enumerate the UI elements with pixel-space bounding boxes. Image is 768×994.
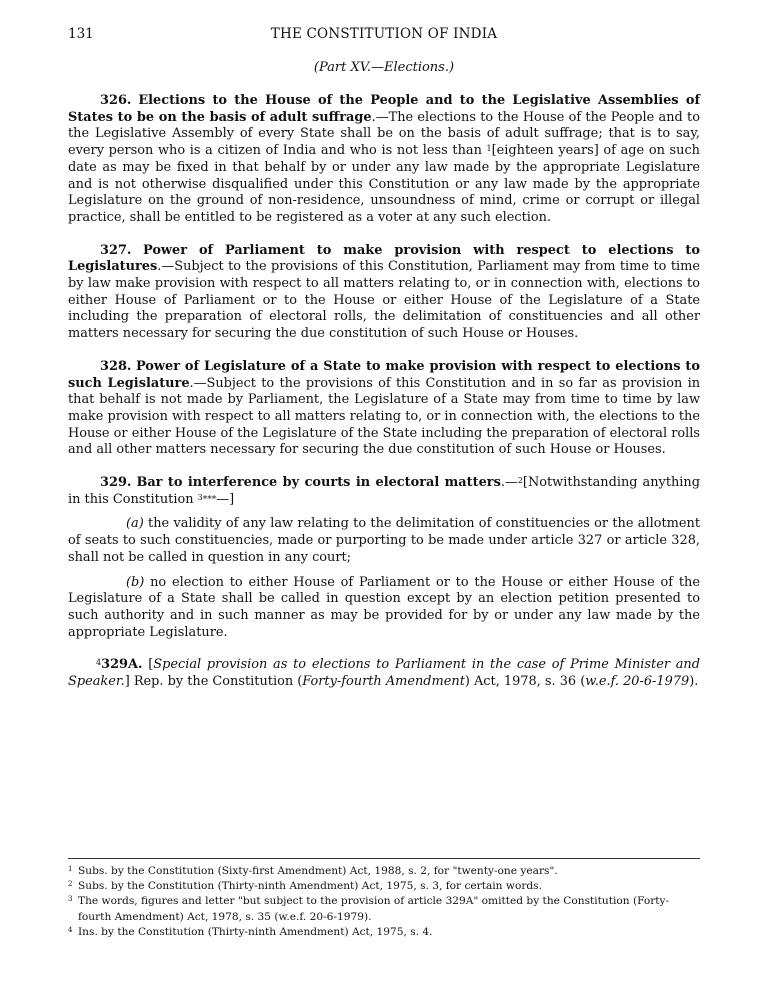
article-329a [68,657,700,690]
footnote-2-text: Subs. by the Constitution (Thirty-ninth Amendment) Act, 1975, s. 3, for certain words. [78,880,542,893]
footnote-3-text: The words, figures and letter "but subject to the provision of article 329A" omitted by the Constitution (Forty-fourth Amendment) Act, 1978, s. 35 (w.e.f. 20-6-1979). [78,895,670,923]
article-328-text: .—Subject to the provisions of this Constitution and in so far as provision in that behalf is not made by Parliament, the Legislature of a State may from time to time by law make provision with respect to all matters relating to, or in connection with, the elections to the House or either House of the Legislature of the State including the preparation of electoral rolls and all other matters necessary for securing the due constitution of such House or Houses. [68,375,700,458]
clause-a-label: (a) [126,516,144,532]
body-text [68,93,700,707]
footnote-4-text: Ins. by the Constitution (Thirty-ninth Amendment) Act, 1975, s. 4. [78,925,433,938]
article-329a-wef: w.e.f. [585,674,619,690]
omission-mark: *** [202,494,217,505]
article-327-title: Power of Parliament to make provision with respect to elections to Legislatures [68,242,700,275]
article-327-text: .—Subject to the provisions of this Constitution, Parliament may from time to time by law make provision with respect to all matters relating to, or in connection with, elections to either House of Parliament or to the House or either House of the Legislature of a State including the preparation of electoral rolls, the delimitation of constituencies and all other matters necessary for securing the due constitution of such House or Houses. [68,259,700,342]
article-329a-act-rest: ) Act, 1978, s. 36 ( [464,674,586,690]
footnote-3-mark-wrap [68,894,78,924]
clause-b [68,575,700,642]
article-329-title: Bar to interference by courts in electoral matters [136,475,501,491]
article-329 [68,475,700,508]
footnote-2-mark-wrap [68,879,78,894]
footnote-ref-2: 2 [517,476,523,486]
article-329-text-b: [Notwithstanding anything in this Constitution [68,475,700,507]
article-329-text-a: .— [500,475,518,491]
clause-b-label: (b) [126,574,145,590]
article-329a-date: 20-6-1979 [619,674,690,690]
article-328-number: 328. [100,358,132,374]
footnote-divider [68,858,700,859]
article-329a-act: Forty-fourth Amendment [302,674,465,690]
clause-b-text: no election to either House of Parliament or to the House or either House of the Legislature of a State shall be called in question except by an election petition presented to such authority and in such manner as may be provided for by or under any law made by the appropriate Legislature. [68,574,700,640]
article-326-text-b: [eighteen years] of age on such date as may be fixed in that behalf by or under any law made by the appropriate Legislature and is not otherwise disqualified under this Constitution or any law made by the appropriate Legislature on the ground of non-residence, unsoundness of mind, crime or corrupt or illegal practice, shall be entitled to be registered as a voter at any such election. [68,143,700,225]
footnote-1-mark-wrap [68,864,78,879]
article-329a-end: ). [689,674,699,690]
footnote-ref-3: 3 [197,492,203,502]
article-329-text-c: —] [216,491,235,507]
footnote-4-mark: 4 [68,925,73,934]
page-header [68,0,700,42]
footnote-3 [68,894,700,924]
clause-a-text: the validity of any law relating to the delimitation of constituencies or the allotment of seats to such constituencies, made or purporting to be made under article 327 or article 328, shall not be called in question in any court; [68,516,700,565]
footnote-4 [68,925,700,940]
footnote-ref-4: 4 [96,658,102,668]
article-326 [68,93,700,227]
footnotes [68,864,700,940]
article-326-title: Elections to the House of the People and to the Legislative Assemblies of States to be on the basis of adult suffrage [68,93,700,125]
document-page [68,0,700,690]
clause-a [68,516,700,566]
footnote-2 [68,879,700,894]
article-329-number: 329. [100,475,132,491]
footnote-1 [68,864,700,879]
article-329a-rep: ] Rep. by the Constitution ( [124,674,303,690]
running-title: THE CONSTITUTION OF INDIA [270,26,498,42]
article-326-number: 326. [100,93,132,108]
article-327 [68,243,700,343]
footnote-2-mark: 2 [68,880,73,889]
article-326-text-a: .—The elections to the House of the People and to the Legislative Assembly of every State shall be on the basis of adult suffrage; that is to say, every person who is a citizen of India and who is not less than [68,109,700,159]
page-number: 131 [68,26,94,42]
footnote-1-mark: 1 [68,865,73,873]
footnote-1-text: Subs. by the Constitution (Sixty-first Amendment) Act, 1988, s. 2, for "twenty-one years". [78,865,558,877]
article-327-number: 327. [100,242,132,258]
footnote-ref-1: 1 [486,144,492,154]
footnote-4-mark-wrap [68,925,78,940]
part-label: (Part XV.—Elections.) [313,60,455,75]
article-329a-bracket: [ [142,657,154,673]
footnote-3-mark: 3 [68,895,73,904]
article-329a-number: 329A. [101,657,143,673]
article-328 [68,359,700,459]
article-329a-title: Special provision as to elections to Parliament in the case of Prime Minister and Speaker. [68,657,700,690]
article-328-title: Power of Legislature of a State to make provision with respect to elections to such Legislature [68,358,700,391]
